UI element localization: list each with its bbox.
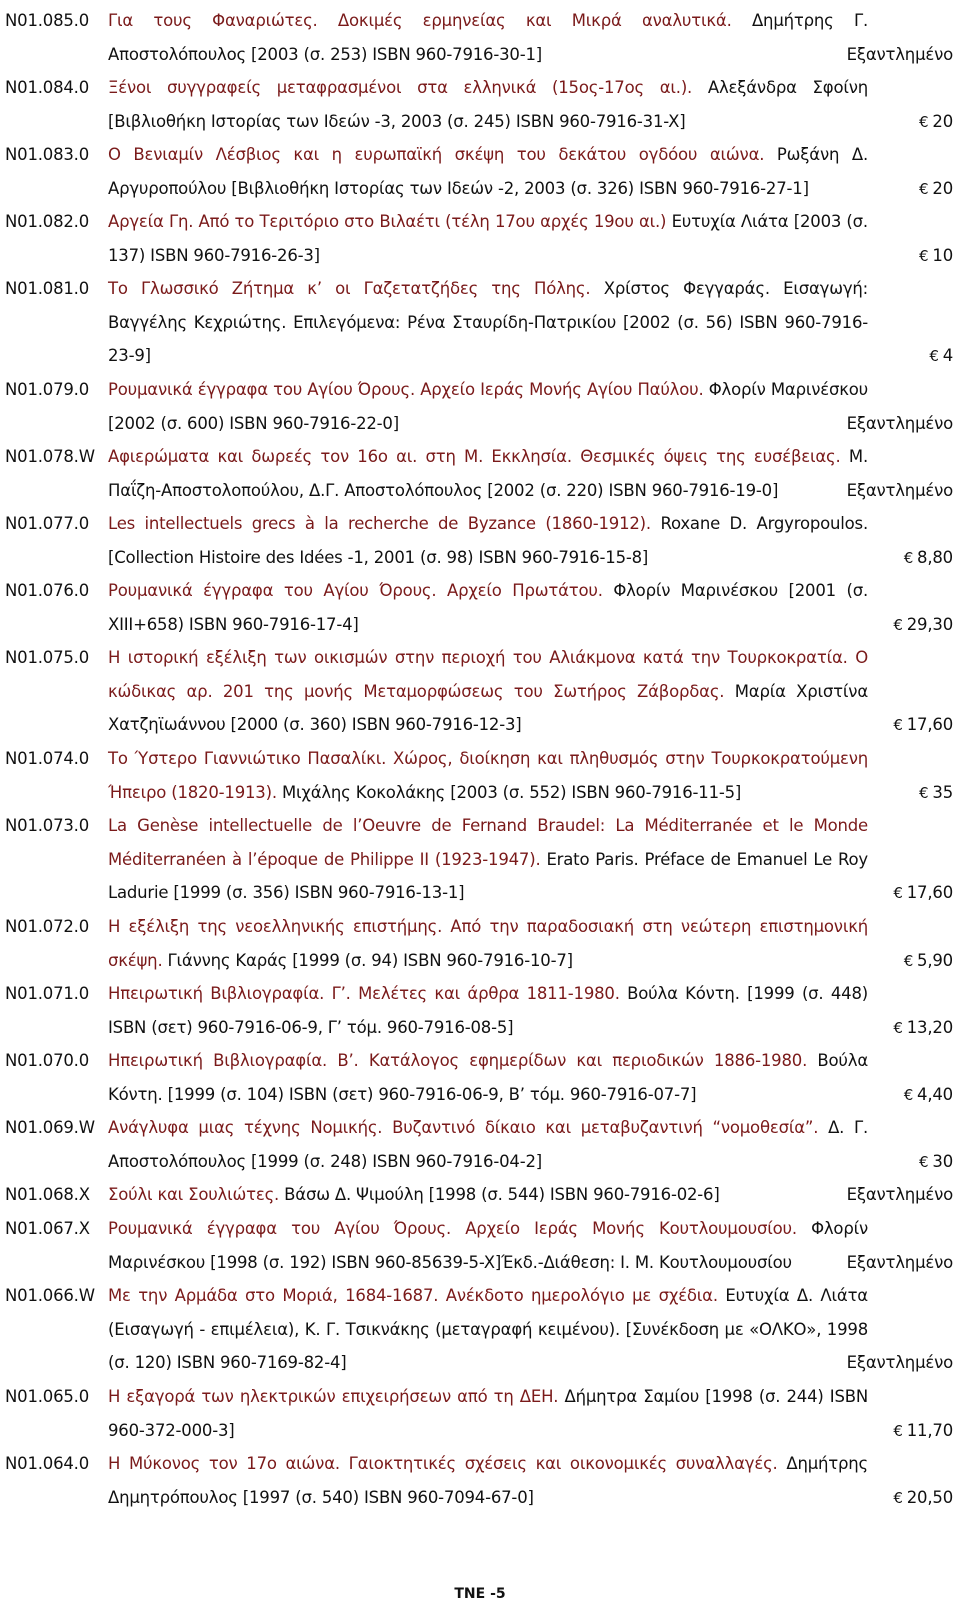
entry-title: Ανάγλυφα μιας τέχνης Νομικής. Βυζαντινό δίκαιο και μεταβυζαντινή “νομοθεσία”. — [108, 1118, 819, 1137]
euro-icon: € — [919, 1152, 929, 1171]
entry-code: N01.065.0 — [5, 1387, 90, 1406]
entry-description — [108, 809, 868, 910]
entry-details: Μαρία Χριστίνα Χατζηϊωάννου [2000 (σ. 360) ISBN 960-7916-12-3] — [108, 681, 868, 735]
entry-title: Ξένοι συγγραφείς μεταφρασμένοι στα ελληνικά (15ος-17ος αι.). — [108, 78, 693, 97]
entry-description — [108, 440, 868, 507]
entry-description — [108, 1111, 868, 1178]
entry-code: N01.073.0 — [5, 816, 90, 835]
euro-icon: € — [903, 548, 914, 567]
price-value: 35 — [932, 782, 953, 802]
entry-price — [847, 407, 953, 441]
entry-details: Φλορίν Μαρινέσκου [2002 (σ. 600) ISBN 960-7916-22-0] — [108, 380, 868, 433]
entry-price — [847, 1346, 953, 1380]
entry-title: Ρουμανικά έγγραφα του Αγίου Όρους. Αρχείο Ιεράς Μονής Αγίου Παύλου. — [108, 380, 704, 399]
price-value: 13,20 — [906, 1017, 953, 1037]
entry-price — [893, 708, 953, 742]
entry-code: N01.081.0 — [5, 279, 90, 298]
entry-price — [919, 776, 953, 810]
entry-details: Erato Paris. Préface de Emanuel Le Roy Ladurie [1999 (σ. 356) ISBN 960-7916-13-1] — [108, 849, 868, 903]
entry-title: Ηπειρωτική Βιβλιογραφία. Β’. Κατάλογος εφημερίδων και περιοδικών 1886-1980. — [108, 1051, 808, 1070]
entry-code: N01.067.X — [5, 1219, 90, 1238]
price-value: Εξαντλημένο — [846, 413, 953, 433]
price-value: 20 — [932, 178, 953, 198]
entry-code: N01.069.W — [5, 1118, 95, 1137]
entry-title: La Genèse intellectuelle de l’Oeuvre de Fernand Braudel: La Méditerranée et le Monde Méditerranéen à l’époque de Philippe II (1923-1947). — [108, 816, 868, 869]
entry-details: Ευτυχία Δ. Λιάτα (Εισαγωγή - επιμέλεια), Κ. Γ. Τσικνάκης (μεταγραφή κειμένου). [Συνέκδοση με «ΟΛΚΟ», 1998 (σ. 120) ISBN 960-7169-82-4] — [108, 1286, 868, 1373]
entry-details: Ρωξάνη Δ. Αργυροπούλου [Βιβλιοθήκη Ιστορίας των Ιδεών -2, 2003 (σ. 326) ISBN 960-7916-27-1] — [108, 145, 868, 198]
euro-icon: € — [919, 112, 929, 131]
page-footer: ΤΝΕ -5 — [454, 1586, 506, 1602]
entry-code: N01.070.0 — [5, 1051, 90, 1070]
entry-price — [847, 474, 953, 508]
entry-description — [108, 71, 868, 138]
price-value: Εξαντλημένο — [846, 1353, 953, 1373]
entry-details: Βούλα Κόντη. [1999 (σ. 104) ISBN (σετ) 960-7916-06-9, Β’ τόμ. 960-7916-07-7] — [108, 1051, 869, 1104]
entry-title: Αργεία Γη. Από το Τεριτόριο στο Βιλαέτι (τέλη 17ου αρχές 19ου αι.) — [108, 212, 667, 231]
price-value: Εξαντλημένο — [846, 1185, 953, 1204]
entry-description — [108, 1279, 868, 1380]
price-value: 17,60 — [906, 715, 953, 735]
entry-description — [108, 574, 868, 641]
entry-description — [108, 373, 868, 440]
entry-price — [919, 1145, 953, 1179]
entry-details: Βούλα Κόντη. [1999 (σ. 448) ISBN (σετ) 960-7916-06-9, Γ’ τόμ. 960-7916-08-5] — [108, 984, 869, 1037]
euro-icon: € — [903, 951, 914, 970]
entry-details: Δημήτρης Γ. Αποστολόπουλος [2003 (σ. 253) ISBN 960-7916-30-1] — [108, 11, 868, 64]
entry-title: Το Ύστερο Γιαννιώτικο Πασαλίκι. Χώρος, διοίκηση και πληθυσμός στην Τουρκοκρατούμενη Ήπειρο (1820-1913). — [108, 749, 868, 802]
entry-details: Δήμητρα Σαμίου [1998 (σ. 244) ISBN 960-372-000-3] — [108, 1387, 868, 1440]
entry-code: N01.072.0 — [5, 917, 90, 936]
entry-price — [904, 541, 953, 575]
entry-price — [893, 876, 953, 910]
entry-code: N01.068.X — [5, 1185, 90, 1204]
entry-price — [893, 1481, 953, 1515]
entry-details: Αλεξάνδρα Σφοίνη [Βιβλιοθήκη Ιστορίας των Ιδεών -3, 2003 (σ. 245) ISBN 960-7916-31-X] — [108, 78, 869, 131]
price-value: 17,60 — [906, 883, 953, 903]
entry-details: Ευτυχία Λιάτα [2003 (σ. 137) ISBN 960-7916-26-3] — [108, 212, 868, 265]
entry-price — [919, 239, 953, 273]
entry-code: N01.071.0 — [5, 984, 90, 1003]
entry-code: N01.082.0 — [5, 212, 90, 231]
euro-icon: € — [919, 783, 929, 802]
price-value: Εξαντλημένο — [846, 1252, 953, 1272]
entry-price — [919, 105, 953, 139]
entry-title: Ηπειρωτική Βιβλιογραφία. Γ’. Μελέτες και άρθρα 1811-1980. — [108, 984, 620, 1003]
price-value: 20 — [932, 111, 953, 131]
entry-details: Φλορίν Μαρινέσκου [1998 (σ. 192) ISBN 960-85639-5-X]Έκδ.-Διάθεση: Ι. Μ. Κουτλουμουσίου — [108, 1219, 868, 1272]
entry-title: Με την Αρμάδα στο Μοριά, 1684-1687. Ανέκδοτο ημερολόγιο με σχέδια. — [108, 1286, 718, 1305]
euro-icon: € — [893, 716, 903, 735]
entry-price — [929, 339, 953, 373]
price-value: Εξαντλημένο — [846, 44, 953, 64]
entry-details: Roxane D. Argyropoulos. [Collection Histoire des Idées -1, 2001 (σ. 98) ISBN 960-7916-15-8] — [108, 514, 868, 567]
entry-title: Η ιστορική εξέλιξη των οικισμών στην περιοχή του Αλιάκμονα κατά την Τουρκοκρατία. Ο κώδικας αρ. 201 της μονής Μεταμορφώσεως του Σωτήρος Ζάβορδας. — [108, 648, 868, 701]
entry-description — [108, 742, 868, 809]
entry-description — [108, 4, 868, 71]
euro-icon: € — [893, 884, 903, 903]
entry-price — [893, 608, 953, 642]
entry-code: N01.077.0 — [5, 514, 90, 533]
entry-description — [108, 1212, 868, 1279]
entry-details: Βάσω Δ. Ψιμούλη [1998 (σ. 544) ISBN 960-7916-02-6] — [284, 1185, 720, 1204]
entry-details: Φλορίν Μαρινέσκου [2001 (σ. XIII+658) ISBN 960-7916-17-4] — [108, 581, 869, 634]
euro-icon: € — [893, 615, 903, 634]
entry-description — [108, 205, 868, 272]
euro-icon: € — [893, 1488, 903, 1507]
entry-title: Αφιερώματα και δωρεές τον 16ο αι. στη Μ. Εκκλησία. Θεσμικές όψεις της ευσέβειας. — [108, 447, 841, 466]
entry-title: Για τους Φαναριώτες. Δοκιμές ερμηνείας και Μικρά αναλυτικά. — [108, 11, 732, 30]
entry-details: Μιχάλης Κοκολάκης [2003 (σ. 552) ISBN 960-7916-11-5] — [281, 782, 742, 802]
entry-title: Η εξαγορά των ηλεκτρικών επιχειρήσεων από τη ΔΕΗ. — [108, 1387, 559, 1406]
entry-code: N01.079.0 — [5, 380, 90, 399]
entry-price — [919, 172, 953, 206]
entry-code: N01.074.0 — [5, 749, 90, 768]
entry-description — [108, 138, 868, 205]
entry-description — [108, 1178, 868, 1212]
entry-description — [108, 507, 868, 574]
entry-title: Το Γλωσσικό Ζήτημα κ’ οι Γαζετατζήδες της Πόλης. — [108, 279, 591, 298]
entry-code: N01.085.0 — [5, 11, 90, 30]
euro-icon: € — [919, 179, 929, 198]
entry-price — [893, 1414, 953, 1448]
entry-code: N01.076.0 — [5, 581, 90, 600]
entry-code: N01.066.W — [5, 1286, 95, 1305]
euro-icon: € — [919, 246, 929, 265]
price-value: 5,90 — [917, 950, 953, 970]
price-value: 29,30 — [906, 614, 953, 634]
euro-icon: € — [903, 1085, 914, 1104]
entry-price — [847, 38, 953, 72]
entry-title: Ρουμανικά έγγραφα του Αγίου Όρους. Αρχείο Ιεράς Μονής Κουτλουμουσίου. — [108, 1219, 797, 1238]
entry-description — [108, 272, 868, 373]
entry-details: Δημήτρης Δημητρόπουλος [1997 (σ. 540) ISBN 960-7094-67-0] — [108, 1454, 869, 1507]
entry-title: Les intellectuels grecs à la recherche de Byzance (1860-1912). — [108, 514, 651, 533]
entry-code: N01.078.W — [5, 447, 95, 466]
entry-price — [847, 1246, 953, 1280]
entry-details: Δ. Γ. Αποστολόπουλος [1999 (σ. 248) ISBN 960-7916-04-2] — [108, 1118, 869, 1171]
entry-title: Ο Βενιαμίν Λέσβιος και η ευρωπαϊκή σκέψη του δεκάτου ογδόου αιώνα. — [108, 145, 765, 164]
price-value: 4 — [942, 346, 953, 366]
price-value: 30 — [932, 1151, 953, 1171]
entry-code: N01.084.0 — [5, 78, 90, 97]
entry-title: Σούλι και Σουλιώτες. — [108, 1185, 280, 1204]
entry-description — [108, 1447, 868, 1514]
entry-details: Χρίστος Φεγγαράς. Εισαγωγή: Βαγγέλης Κεχριώτης. Επιλεγόμενα: Ρένα Σταυρίδη-Πατρικίου [2002 (σ. 56) ISBN 960-7916-23-9] — [108, 279, 869, 366]
price-value: 10 — [932, 245, 953, 265]
entry-code: N01.083.0 — [5, 145, 90, 164]
price-value: 11,70 — [906, 1420, 953, 1440]
entry-price — [847, 1178, 953, 1212]
entry-title: Η Μύκονος τον 17ο αιώνα. Γαιοκτητικές σχέσεις και οικονομικές συναλλαγές. — [108, 1454, 778, 1473]
entry-code: N01.075.0 — [5, 648, 90, 667]
entry-title: Ρουμανικά έγγραφα του Αγίου Όρους. Αρχείο Πρωτάτου. — [108, 581, 603, 600]
price-value: Εξαντλημένο — [846, 480, 953, 500]
entry-title: Η εξέλιξη της νεοελληνικής επιστήμης. Από την παραδοσιακή στη νεώτερη επιστημονική σκέψη. — [108, 917, 868, 970]
euro-icon: € — [893, 1421, 903, 1440]
entry-description — [108, 977, 868, 1044]
price-value: 8,80 — [917, 547, 953, 567]
entry-details: Γιάννης Καράς [1999 (σ. 94) ISBN 960-7916-10-7] — [167, 950, 573, 970]
entry-price — [904, 1078, 953, 1112]
entry-description — [108, 641, 868, 742]
entry-code: N01.064.0 — [5, 1454, 90, 1473]
euro-icon: € — [893, 1018, 903, 1037]
entry-details: Μ. Παΐζη-Αποστολοπούλου, Δ.Γ. Αποστολόπουλος [2002 (σ. 220) ISBN 960-7916-19-0] — [108, 447, 868, 500]
entry-price — [904, 944, 953, 978]
entry-price — [893, 1011, 953, 1045]
price-value: 20,50 — [906, 1487, 953, 1507]
entry-description — [108, 910, 868, 977]
price-value: 4,40 — [917, 1084, 953, 1104]
entry-description — [108, 1380, 868, 1447]
euro-icon: € — [929, 347, 939, 366]
entry-description — [108, 1044, 868, 1111]
